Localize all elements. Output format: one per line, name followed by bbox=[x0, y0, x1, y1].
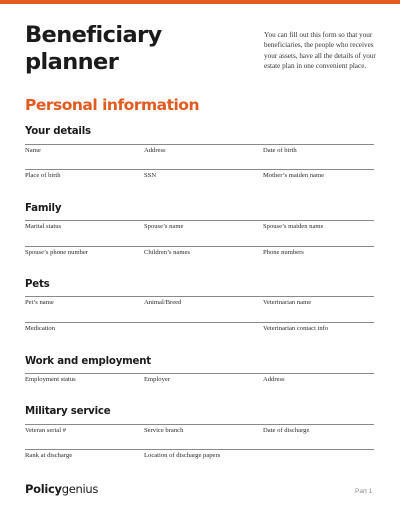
phone-numbers-field[interactable]: Phone numbers bbox=[263, 249, 304, 256]
pets-rule-1 bbox=[25, 296, 374, 297]
military-service-heading: Military service bbox=[25, 406, 111, 417]
pets-name-field[interactable]: Pet’s name bbox=[25, 299, 54, 306]
location-of-discharge-papers-field[interactable]: Location of discharge papers bbox=[144, 452, 221, 459]
pets-rule-2 bbox=[25, 322, 374, 323]
rank-at-discharge-field[interactable]: Rank at discharge bbox=[25, 452, 73, 459]
work-rule-1 bbox=[25, 373, 374, 374]
family-heading: Family bbox=[25, 203, 62, 214]
employment-status-field[interactable]: Employment status bbox=[25, 376, 76, 383]
military-rule-2 bbox=[25, 449, 374, 450]
spouses-phone-number-field[interactable]: Spouse’s phone number bbox=[25, 249, 89, 256]
employer-field[interactable]: Employer bbox=[144, 376, 171, 383]
veterinarian-name-field[interactable]: Veterinarian name bbox=[263, 299, 312, 306]
service-branch-field[interactable]: Service branch bbox=[144, 427, 184, 434]
family-rule-1 bbox=[25, 220, 374, 221]
section-title: Personal information bbox=[25, 96, 199, 114]
pets-heading: Pets bbox=[25, 279, 50, 290]
mothers-maiden-name-field[interactable]: Mother’s maiden name bbox=[263, 172, 325, 179]
military-rule-1 bbox=[25, 424, 374, 425]
policygenius-logo bbox=[25, 482, 98, 496]
spouses-name-field[interactable]: Spouse’s name bbox=[144, 223, 184, 230]
animal-breed-field[interactable]: Animal/Breed bbox=[144, 299, 182, 306]
ssn-field[interactable]: SSN bbox=[144, 172, 157, 179]
page-title-line-2: planner bbox=[25, 49, 119, 75]
work-employment-heading: Work and employment bbox=[25, 356, 151, 367]
brand-regular: genius bbox=[61, 482, 99, 496]
page-title bbox=[25, 22, 245, 76]
accent-top-bar bbox=[0, 0, 400, 4]
address-field[interactable]: Address bbox=[144, 147, 166, 154]
family-rule-2 bbox=[25, 246, 374, 247]
employer-address-field[interactable]: Address bbox=[263, 376, 285, 383]
marital-status-field[interactable]: Marital status bbox=[25, 223, 62, 230]
date-of-birth-field[interactable]: Date of birth bbox=[263, 147, 297, 154]
name-field[interactable]: Name bbox=[25, 147, 41, 154]
spouses-maiden-name-field[interactable]: Spouse’s maiden name bbox=[263, 223, 324, 230]
childrens-names-field[interactable]: Children’s names bbox=[144, 249, 190, 256]
date-of-discharge-field[interactable]: Date of discharge bbox=[263, 427, 310, 434]
intro-text: You can fill out this form so that your beneficiaries, the people who receives your assets, have all the details of your estate plan in one convenient place. bbox=[264, 31, 376, 71]
your-details-rule-2 bbox=[25, 169, 374, 170]
your-details-heading: Your details bbox=[25, 126, 91, 137]
brand-bold: Policy bbox=[25, 482, 62, 496]
medication-field[interactable]: Medication bbox=[25, 325, 56, 332]
veteran-serial-field[interactable]: Veteran serial # bbox=[25, 427, 67, 434]
your-details-rule-1 bbox=[25, 144, 374, 145]
veterinarian-contact-info-field[interactable]: Veterinarian contact info bbox=[263, 325, 329, 332]
page-title-line-1: Beneficiary bbox=[25, 22, 162, 48]
place-of-birth-field[interactable]: Place of birth bbox=[25, 172, 61, 179]
part-label: Part 1 bbox=[355, 488, 373, 495]
